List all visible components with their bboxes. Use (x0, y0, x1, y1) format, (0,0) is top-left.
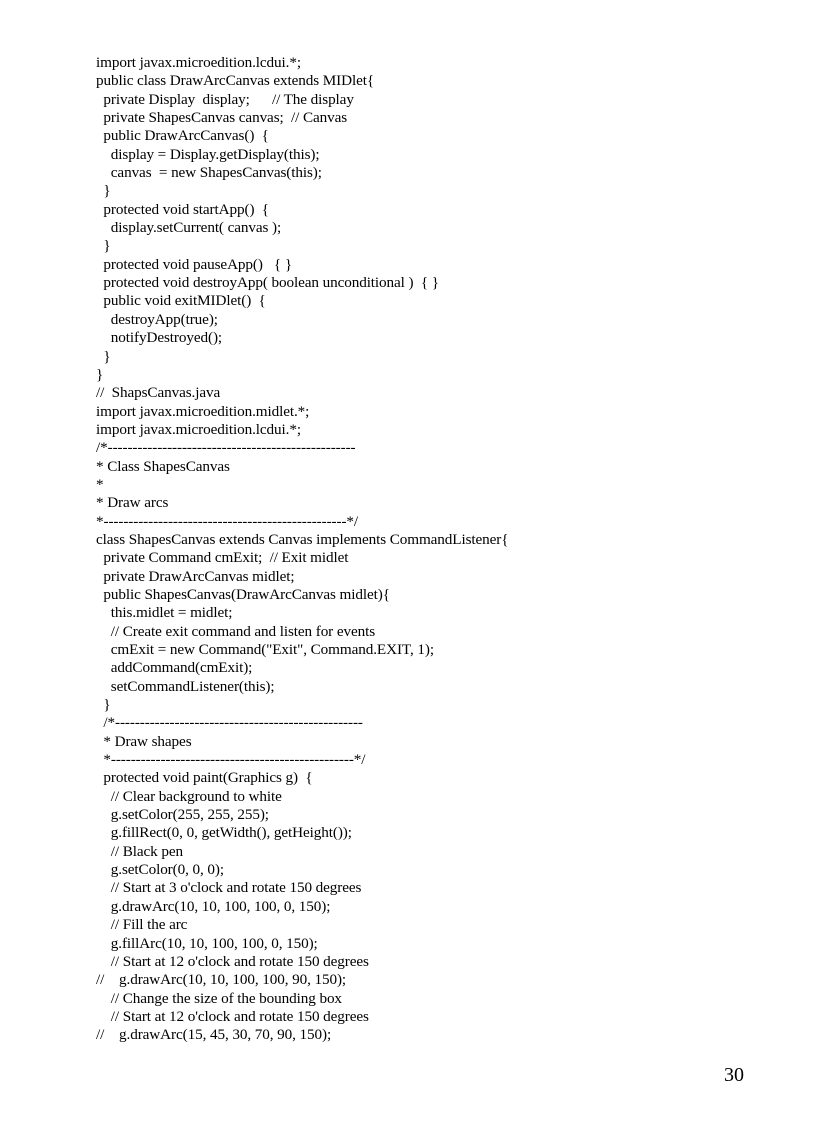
page-number: 30 (724, 1064, 744, 1086)
code-line: protected void startApp() { (96, 200, 269, 218)
code-line: // Start at 3 o'clock and rotate 150 degrees (96, 879, 362, 897)
code-line: /*-------------------------------------------------- (96, 714, 363, 732)
code-line: canvas = new ShapesCanvas(this); (96, 164, 322, 182)
code-line: // Start at 12 o'clock and rotate 150 degrees (96, 952, 369, 970)
code-line: addCommand(cmExit); (96, 659, 253, 677)
code-line: import javax.microedition.lcdui.*; (96, 54, 301, 71)
code-line: // Create exit command and listen for events (96, 622, 376, 640)
code-line: } (96, 696, 111, 714)
code-line: protected void destroyApp( boolean unconditional ) { } (96, 274, 439, 292)
code-line: class ShapesCanvas extends Canvas implements CommandListener{ (96, 530, 509, 548)
code-line: this.midlet = midlet; (96, 604, 233, 622)
code-line: g.fillRect(0, 0, getWidth(), getHeight()); (96, 824, 352, 842)
code-line: * Class ShapesCanvas (96, 457, 230, 475)
code-line: /*-------------------------------------------------- (96, 439, 356, 457)
code-line: public void exitMIDlet() { (96, 292, 266, 310)
code-line: display = Display.getDisplay(this); (96, 145, 320, 163)
code-line: protected void pauseApp() { } (96, 255, 293, 273)
code-line: } (96, 182, 111, 200)
code-line: * (96, 475, 104, 493)
code-line: setCommandListener(this); (96, 677, 275, 695)
code-line: public DrawArcCanvas() { (96, 127, 269, 145)
code-line: private DrawArcCanvas midlet; (96, 567, 295, 585)
code-line: g.drawArc(10, 10, 100, 100, 0, 150); (96, 897, 331, 915)
code-line: public ShapesCanvas(DrawArcCanvas midlet){ (96, 585, 390, 603)
code-line: private Display display; // The display (96, 90, 354, 108)
code-line: // g.drawArc(10, 10, 100, 100, 90, 150); (96, 971, 347, 989)
code-line: *-------------------------------------------------*/ (96, 512, 359, 530)
code-line: import javax.microedition.midlet.*; (96, 402, 310, 420)
code-line: import javax.microedition.lcdui.*; (96, 420, 301, 438)
code-line: // Change the size of the bounding box (96, 989, 342, 1007)
code-line: // Black pen (96, 842, 183, 860)
code-line: g.setColor(255, 255, 255); (96, 806, 269, 824)
code-line: cmExit = new Command("Exit", Command.EXIT, 1); (96, 641, 434, 658)
code-line: *-------------------------------------------------*/ (96, 751, 366, 769)
code-line: private Command cmExit; // Exit midlet (96, 549, 349, 567)
code-line: public class DrawArcCanvas extends MIDlet{ (96, 72, 375, 90)
code-line: g.fillArc(10, 10, 100, 100, 0, 150); (96, 934, 318, 952)
code-listing (96, 54, 776, 1045)
code-line: // Fill the arc (96, 916, 188, 934)
code-line: private ShapesCanvas canvas; // Canvas (96, 109, 348, 127)
code-line: display.setCurrent( canvas ); (96, 219, 282, 237)
code-line: protected void paint(Graphics g) { (96, 769, 313, 787)
code-line: // g.drawArc(15, 45, 30, 70, 90, 150); (96, 1026, 332, 1044)
code-line: g.setColor(0, 0, 0); (96, 861, 224, 879)
code-line: * Draw shapes (96, 732, 192, 750)
code-line: // Start at 12 o'clock and rotate 150 degrees (96, 1007, 369, 1025)
code-line: * Draw arcs (96, 494, 169, 512)
code-line: // Clear background to white (96, 787, 282, 805)
code-line: destroyApp(true); (96, 310, 218, 328)
code-line: } (96, 347, 111, 365)
code-line: // ShapsCanvas.java (96, 384, 221, 402)
code-line: } (96, 237, 111, 255)
code-line: notifyDestroyed(); (96, 329, 223, 347)
code-line: } (96, 365, 104, 383)
